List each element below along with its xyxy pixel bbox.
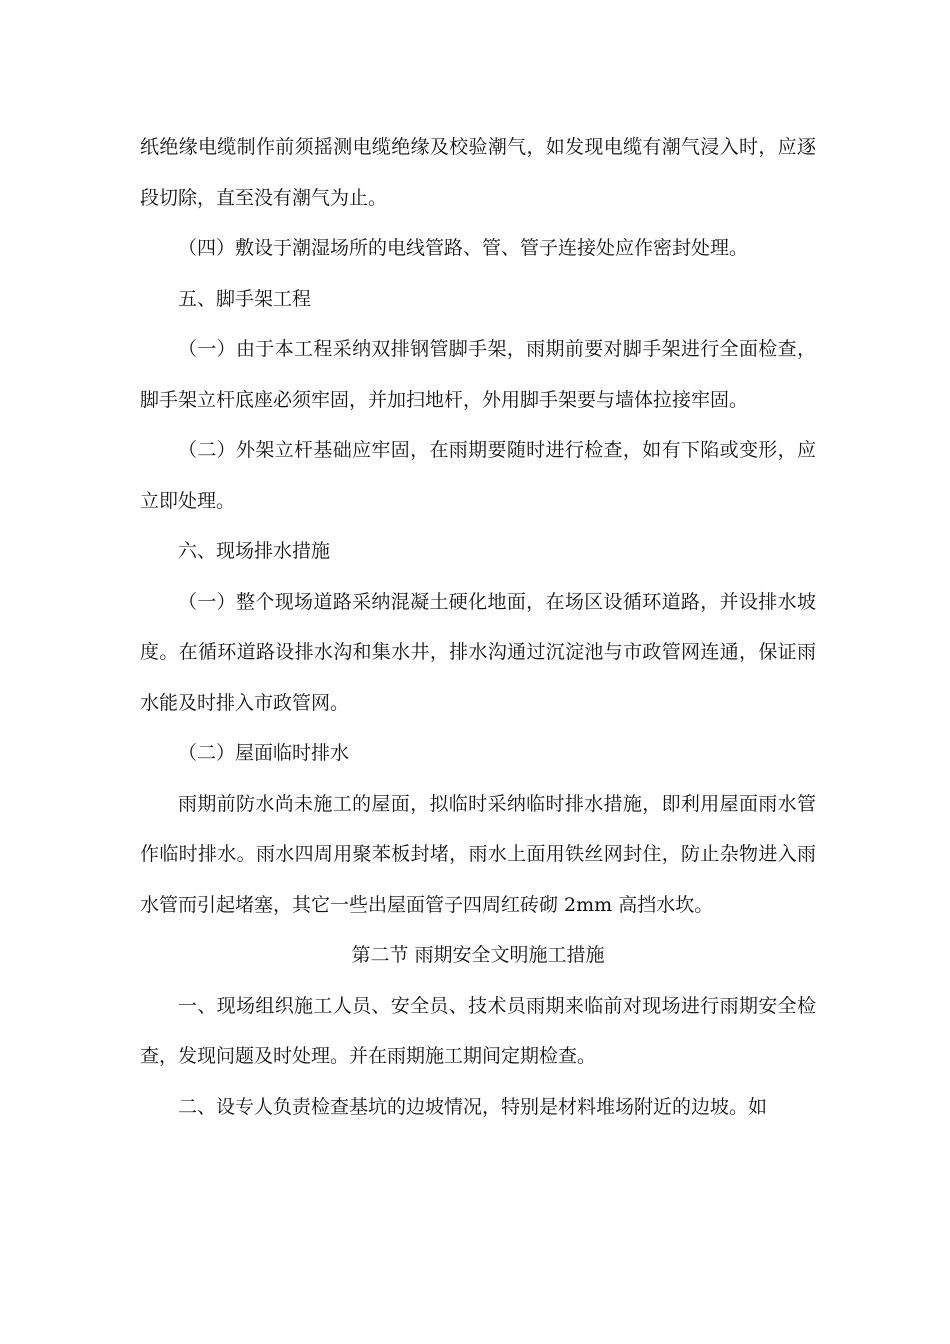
paragraph-safety-inspection: 一、现场组织施工人员、安全员、技术员雨期来临前对现场进行雨期安全检查，发现问题及时处理。并在雨期施工期间定期检查。 (140, 994, 816, 1067)
paragraph-wire-conduit-sealing: （四）敷设于潮湿场所的电线管路、管、管子连接处应作密封处理。 (178, 237, 749, 259)
section-title: 第二节 雨期安全文明施工措施 (351, 944, 605, 966)
paragraph-roof-drainage: 雨期前防水尚未施工的屋面，拟临时采纳临时排水措施，即利用屋面雨水管作临时排水。雨水四周用聚苯板封堵，雨水上面用铁丝网封住，防止杂物进入雨水管而引起堵塞，其它一些出屋面管子四周红砖砌 2mm 高挡水坎。 (140, 792, 816, 916)
paragraph-scaffold-foundation: （二）外架立杆基础应牢固，在雨期要随时进行检查，如有下陷或变形，应立即处理。 (140, 439, 816, 512)
paragraph-scaffolding-inspection: （一）由于本工程采纳双排钢管脚手架，雨期前要对脚手架进行全面检查，脚手架立杆底座必须牢固，并加扫地杆，外用脚手架要与墙体拉接牢固。 (140, 338, 816, 411)
paragraph-cable-insulation: 纸绝缘电缆制作前须摇测电缆绝缘及校验潮气，如发现电缆有潮气浸入时，应逐段切除，直至没有潮气为止。 (140, 136, 816, 209)
paragraph-slope-inspection: 二、设专人负责检查基坑的边坡情况，特别是材料堆场附近的边坡。如 (178, 1095, 768, 1118)
heading-scaffolding: 五、脚手架工程 (178, 287, 312, 310)
document-body (140, 122, 816, 1132)
paragraph-road-drainage: （一）整个现场道路采纳混凝土硬化地面，在场区设循环道路，并设排水坡度。在循环道路设排水沟和集水井，排水沟通过沉淀池与市政管网连通，保证雨水能及时排入市政管网。 (140, 590, 816, 714)
subheading-roof-temporary-drainage: （二）屋面临时排水 (178, 742, 350, 764)
heading-site-drainage: 六、现场排水措施 (178, 540, 331, 562)
